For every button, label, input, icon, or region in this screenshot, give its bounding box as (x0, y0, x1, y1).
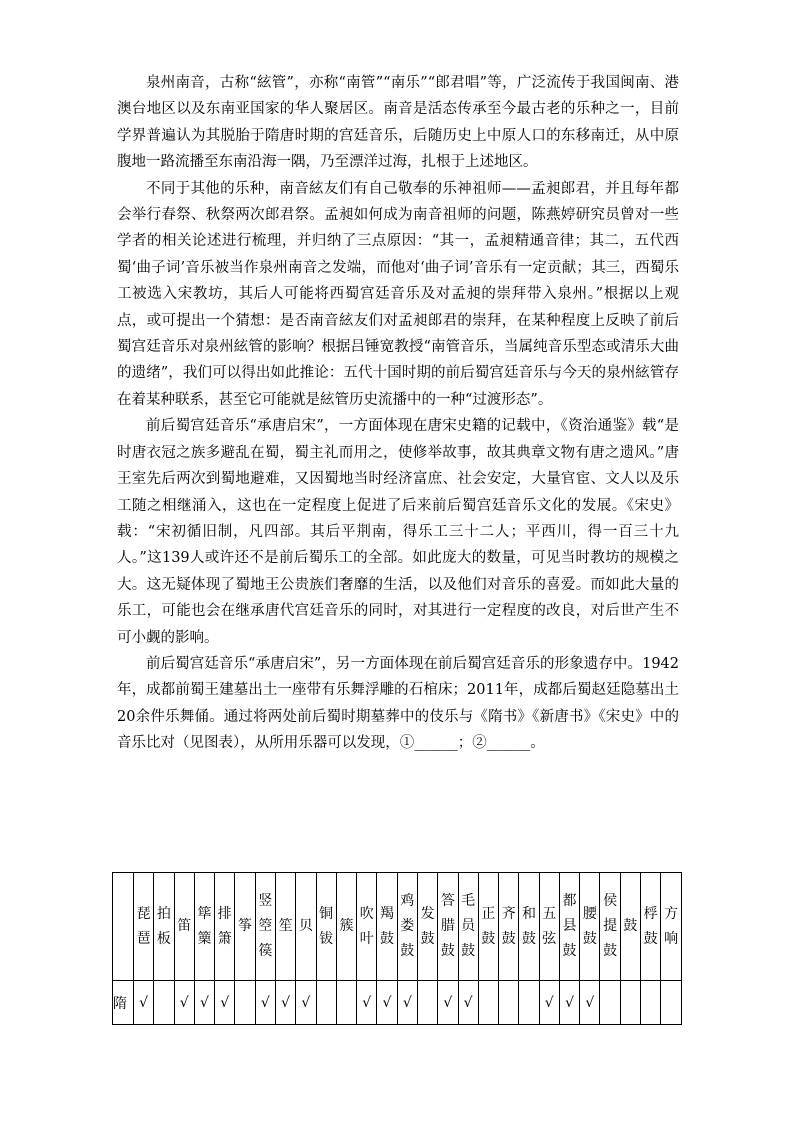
table-row (113, 981, 682, 1025)
check-mark: √ (443, 994, 453, 1011)
check-mark: √ (260, 994, 270, 1011)
check-cell (357, 981, 377, 1025)
check-mark: √ (463, 994, 473, 1011)
instrument-header (600, 873, 620, 981)
check-cell (559, 981, 579, 1025)
instrument-header (154, 873, 174, 981)
check-mark: √ (301, 994, 311, 1011)
instrument-header (357, 873, 377, 981)
header-row (113, 873, 682, 981)
check-mark: √ (565, 994, 574, 1011)
check-cell (600, 981, 620, 1025)
instrument-name: 贝 (298, 918, 313, 934)
instrument-header (134, 873, 154, 981)
instrument-header (559, 873, 579, 981)
check-cell (499, 981, 519, 1025)
instrument-header (539, 873, 559, 981)
instrument-name: 桴鼓 (643, 905, 658, 947)
check-cell (458, 981, 478, 1025)
check-mark: √ (544, 994, 554, 1011)
check-mark: √ (382, 994, 392, 1011)
check-cell (336, 981, 356, 1025)
instrument-header (397, 873, 417, 981)
instrument-name: 琵琶 (136, 905, 151, 947)
instrument-name: 拍板 (156, 905, 171, 947)
check-cell (519, 981, 539, 1025)
instrument-name: 筚篥 (197, 905, 212, 947)
instrument-header (580, 873, 600, 981)
check-cell (255, 981, 275, 1025)
instrument-header (661, 873, 682, 981)
check-cell (174, 981, 194, 1025)
check-cell (641, 981, 661, 1025)
instrument-header (641, 873, 661, 981)
check-cell (417, 981, 437, 1025)
instrument-header (235, 873, 255, 981)
instrument-header (296, 873, 316, 981)
instrument-header (316, 873, 336, 981)
instrument-header (417, 873, 437, 981)
instrument-header (620, 873, 640, 981)
instrument-header (336, 873, 356, 981)
check-cell (620, 981, 640, 1025)
check-mark: √ (585, 994, 595, 1011)
instrument-name: 鸡娄鼓 (400, 893, 415, 959)
instrument-name: 和鼓 (521, 905, 536, 947)
instrument-name: 筝 (238, 918, 253, 934)
instrument-name: 答腊鼓 (440, 893, 455, 959)
instrument-header (275, 873, 295, 981)
check-cell (215, 981, 235, 1025)
check-cell (478, 981, 498, 1025)
instrument-name: 方响 (664, 905, 679, 947)
instrument-header (478, 873, 498, 981)
instrument-header (519, 873, 539, 981)
check-cell (580, 981, 600, 1025)
instrument-name: 排箫 (217, 905, 232, 947)
paragraph-4: 前后蜀宫廷音乐“承唐启宋”，另一方面体现在前后蜀宫廷音乐的形象遗存中。1942年，成都前蜀王建墓出土一座带有乐舞浮雕的石棺床；2011年，成都后蜀赵廷隐墓出土20余件乐舞俑。通过将两处前后蜀时期墓葬中的伎乐与《隋书》《新唐书》《宋史》中的音乐比对（见图表），从所用乐器可以发现，①______；②______。 (117, 655, 679, 752)
instrument-header (438, 873, 458, 981)
check-mark: √ (281, 994, 291, 1011)
check-cell (194, 981, 214, 1025)
instrument-name: 吹叶 (359, 905, 374, 947)
check-cell (154, 981, 174, 1025)
check-mark: √ (139, 994, 149, 1011)
instrument-name: 五弦 (542, 905, 557, 947)
check-cell (235, 981, 255, 1025)
instrument-name: 羯鼓 (380, 905, 395, 947)
paragraph-2: 不同于其他的乐种，南音絃友们有自己敬奉的乐神祖师——孟昶郎君，并且每年都会举行春祭、秋祭两次郎君祭。孟昶如何成为南音祖师的问题，陈燕婷研究员曾对一些学者的相关论述进行梳理，并归纳了三点原因：“其一，孟昶精通音律；其二，五代西蜀‘曲子词’音乐被当作泉州南音之发端，而他对‘曲子词’音乐有一定贡献；其三，西蜀乐工被选入宋教坊，其后人可能将西蜀宫廷音乐及对孟昶的崇拜带入泉州。”根据以上观点，或可提出一个猜想：是否南音絃友们对孟昶郎君的崇拜，在某种程度上反映了前后蜀宫廷音乐对泉州絃管的影响？根据吕锤宽教授“南管音乐，当属纯音乐型态或清乐大曲的遗绪”，我们可以得出如此推论：五代十国时期的前后蜀宫廷音乐与今天的泉州絃管存在着某种联系，甚至它可能就是絃管历史流播中的一种“过渡形态”。 (117, 180, 679, 408)
paragraph-3: 前后蜀宫廷音乐“承唐启宋”，一方面体现在唐宋史籍的记载中，《资治通鉴》载“是时唐衣冠之族多避乱在蜀，蜀主礼而用之，使修举故事，故其典章文物有唐之遗风。”唐王室先后两次到蜀地避难，又因蜀地当时经济富庶、社会安定，大量官宦、文人以及乐工随之相继涌入，这也在一定程度上促进了后来前后蜀宫廷音乐文化的发展。《宋史》载：“宋初循旧制，凡四部。其后平荆南，得乐工三十二人；平西川，得一百三十九人。”这139人或许还不是前后蜀乐工的全部。如此庞大的数量，可见当时教坊的规模之大。这无疑体现了蜀地王公贵族们奢靡的生活，以及他们对音乐的喜爱。而如此大量的乐工，可能也会在继承唐代宫廷音乐的同时，对其进行一定程度的改良，对后世产生不可小觑的影响。 (117, 418, 679, 646)
instrument-header (458, 873, 478, 981)
row-label-sui: 隋 (113, 981, 134, 1025)
instrument-header (194, 873, 214, 981)
instrument-name: 铜钹 (319, 905, 334, 947)
check-mark: √ (179, 994, 189, 1011)
check-mark: √ (220, 994, 230, 1011)
body-text (117, 70, 679, 757)
check-cell (296, 981, 316, 1025)
check-cell (397, 981, 417, 1025)
instrument-name: 发鼓 (420, 905, 435, 947)
instrument-header (377, 873, 397, 981)
check-cell (661, 981, 682, 1025)
instrument-name: 鼓 (623, 918, 638, 934)
instrument-name: 齐鼓 (501, 905, 516, 947)
instrument-name: 竖箜篌 (258, 893, 273, 959)
instrument-header (499, 873, 519, 981)
instrument-name: 正鼓 (481, 905, 496, 947)
check-cell (316, 981, 336, 1025)
check-cell (275, 981, 295, 1025)
instrument-comparison-table (112, 872, 682, 1025)
instrument-name: 毛员鼓 (461, 893, 476, 959)
paragraph-1: 泉州南音，古称“絃管”，亦称“南管”“南乐”“郎君唱”等，广泛流传于我国闽南、港澳台地区以及东南亚国家的华人聚居区。南音是活态传承至今最古老的乐种之一，目前学界普遍认为其脱胎于隋唐时期的宫廷音乐，后随历史上中原人口的东移南迁，从中原腹地一路流播至东南沿海一隅，乃至漂洋过海，扎根于上述地区。 (117, 75, 679, 171)
instrument-name: 腰鼓 (582, 905, 597, 947)
instrument-name: 笛 (177, 918, 192, 934)
instrument-header (174, 873, 194, 981)
check-mark: √ (200, 994, 209, 1011)
check-mark: √ (362, 994, 372, 1011)
check-cell (377, 981, 397, 1025)
instrument-header (255, 873, 275, 981)
check-cell (539, 981, 559, 1025)
instrument-header (215, 873, 235, 981)
instrument-name: 簇 (339, 918, 354, 934)
corner-cell (113, 873, 134, 981)
instrument-name: 都县鼓 (562, 893, 577, 959)
check-mark: √ (402, 994, 412, 1011)
check-cell (438, 981, 458, 1025)
check-cell (134, 981, 154, 1025)
instrument-name: 笙 (278, 918, 293, 934)
instrument-name: 侯提鼓 (603, 893, 618, 959)
